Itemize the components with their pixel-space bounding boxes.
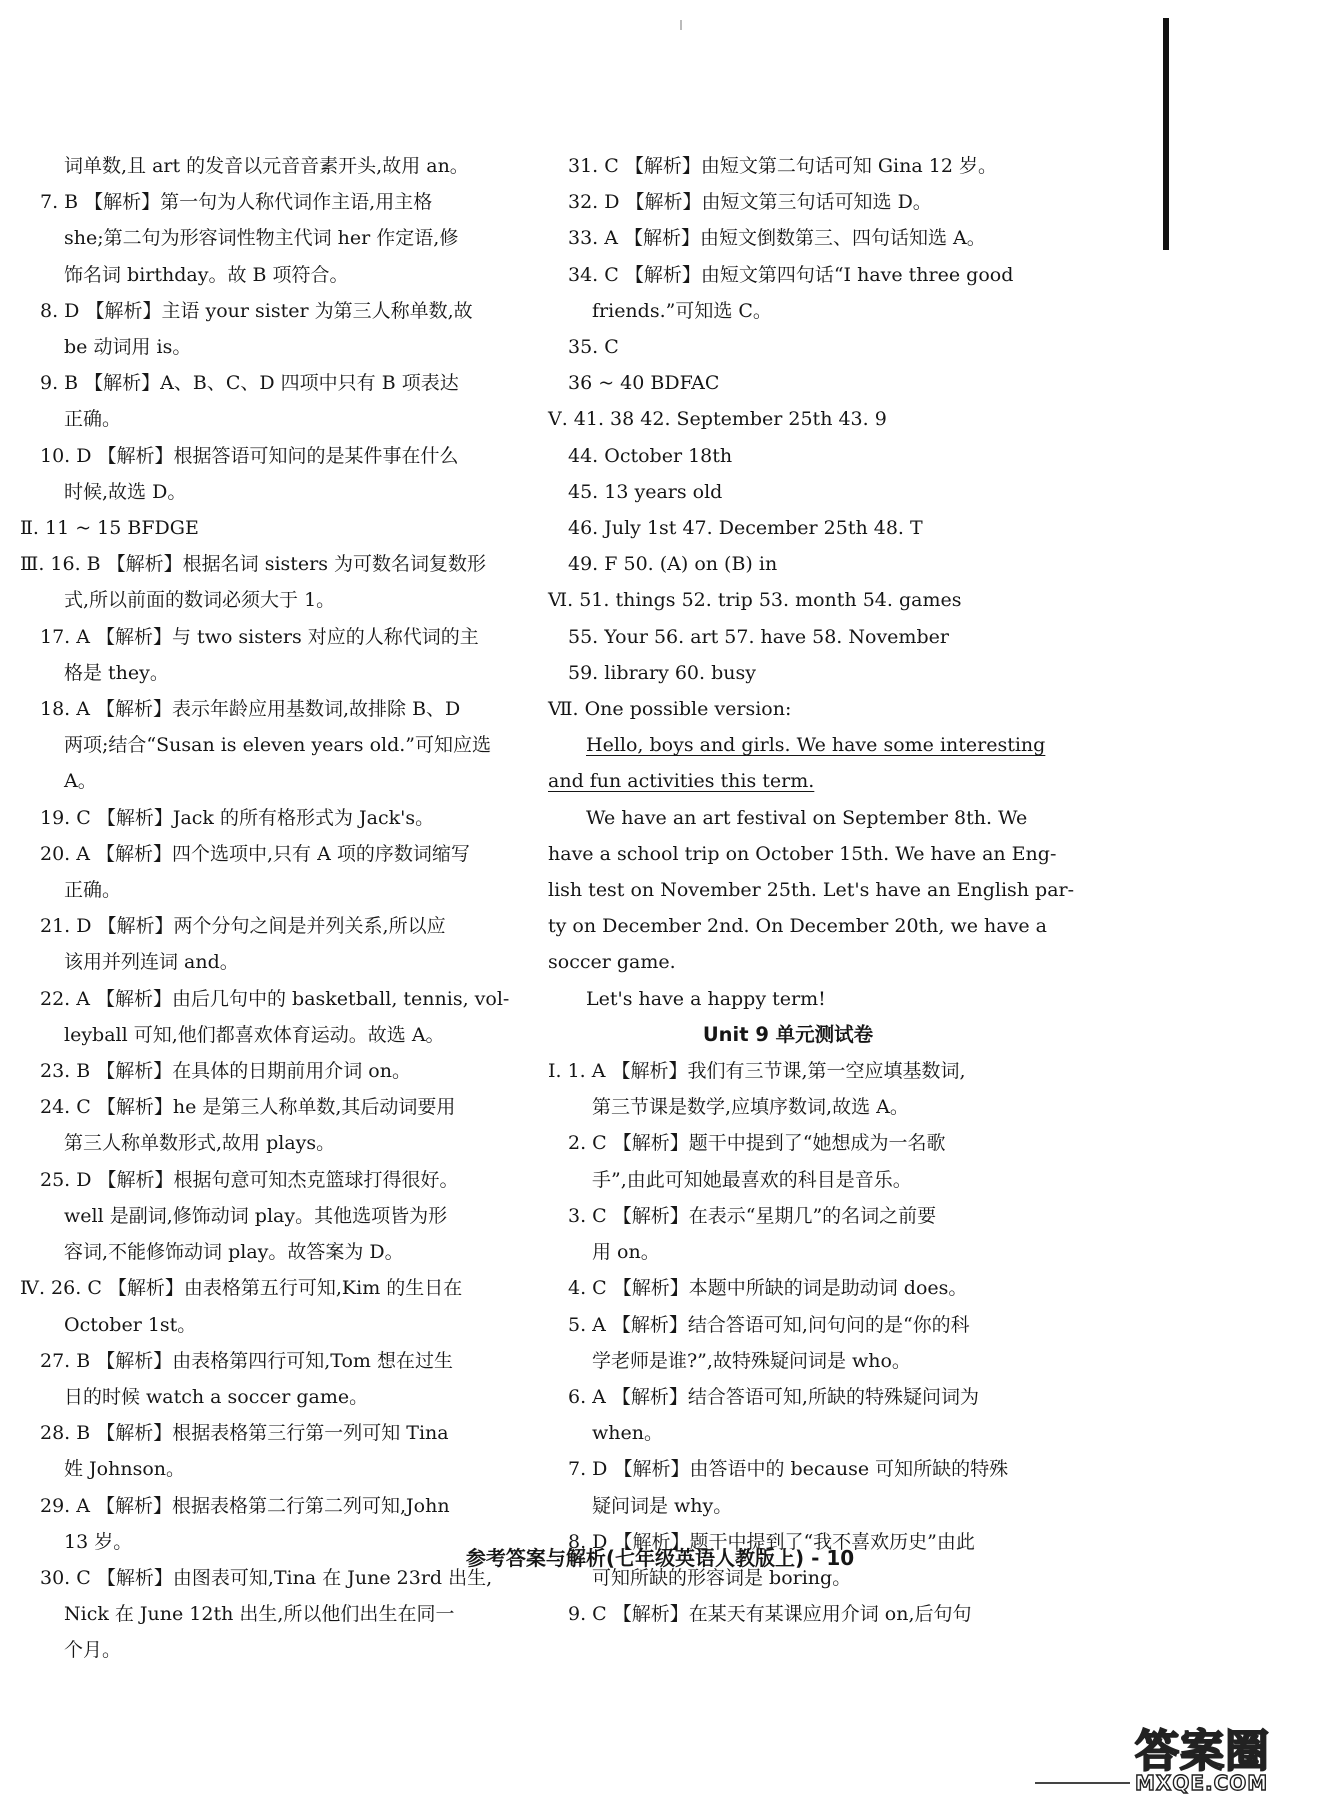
answer-line: when。 xyxy=(592,1422,663,1445)
answer-line: 7. D 【解析】由答语中的 because 可知所缺的特殊 xyxy=(568,1458,1009,1481)
answer-line: 21. D 【解析】两个分句之间是并列关系,所以应 xyxy=(40,915,446,938)
answer-line: friends.”可知选 C。 xyxy=(592,299,772,322)
answer-line: 9. C 【解析】在某天有某课应用介词 on,后句句 xyxy=(568,1603,972,1626)
watermark-title: 答案圈 xyxy=(1135,1726,1270,1777)
watermark-logo xyxy=(1135,1715,1315,1795)
answer-line: 49. F 50. (A) on (B) in xyxy=(568,553,778,576)
answer-line: leyball 可知,他们都喜欢体育运动。故选 A。 xyxy=(64,1023,445,1046)
answer-line: 疑问词是 why。 xyxy=(592,1494,733,1517)
answer-line: 9. B 【解析】A、B、C、D 四项中只有 B 项表达 xyxy=(40,372,459,395)
answer-line: Ⅰ. 1. A 【解析】我们有三节课,第一空应填基数词, xyxy=(548,1060,966,1083)
answer-line: 20. A 【解析】四个选项中,只有 A 项的序数词缩写 xyxy=(40,842,470,865)
answer-line: Ⅵ. 51. things 52. trip 53. month 54. games xyxy=(548,589,962,612)
answer-line: 学老师是谁?”,故特殊疑问词是 who。 xyxy=(592,1349,911,1372)
watermark-url: MXQE.COM xyxy=(1135,1771,1269,1795)
answer-line: 25. D 【解析】根据句意可知杰克篮球打得很好。 xyxy=(40,1168,459,1191)
answer-line: 格是 they。 xyxy=(64,661,169,684)
answer-line: Hello, boys and girls. We have some interesting xyxy=(586,734,1046,757)
answer-line: 24. C 【解析】he 是第三人称单数,其后动词要用 xyxy=(40,1096,456,1119)
answer-line: 45. 13 years old xyxy=(568,480,723,503)
answer-line: 19. C 【解析】Jack 的所有格形式为 Jack's。 xyxy=(40,806,435,829)
answer-line: 30. C 【解析】由图表可知,Tina 在 June 23rd 出生, xyxy=(40,1566,493,1589)
answer-line: 4. C 【解析】本题中所缺的词是助动词 does。 xyxy=(568,1277,968,1300)
answer-line: 32. D 【解析】由短文第三句话可知选 D。 xyxy=(568,191,932,214)
answer-line: 时候,故选 D。 xyxy=(64,480,187,503)
answer-line: 13 岁。 xyxy=(64,1530,133,1553)
answer-line: A。 xyxy=(64,770,97,793)
answer-line: 22. A 【解析】由后几句中的 basketball, tennis, vol- xyxy=(40,987,510,1010)
footer-rule xyxy=(1035,1782,1130,1784)
answer-line: October 1st。 xyxy=(64,1313,197,1336)
answer-line: 59. library 60. busy xyxy=(568,661,756,684)
answer-line: soccer game. xyxy=(548,951,676,974)
answer-line: 第三节课是数学,应填序数词,故选 A。 xyxy=(592,1096,909,1119)
answer-line: 35. C xyxy=(568,336,619,359)
answer-line: 55. Your 56. art 57. have 58. November xyxy=(568,625,949,648)
answer-line: be 动词用 is。 xyxy=(64,336,192,359)
answer-line: 词单数,且 art 的发音以元音音素开头,故用 an。 xyxy=(64,155,469,177)
answer-line: Ⅱ. 11 ~ 15 BFDGE xyxy=(20,517,199,540)
answer-line: 18. A 【解析】表示年龄应用基数词,故排除 B、D xyxy=(40,698,461,721)
answer-line: she;第二句为形容词性物主代词 her 作定语,修 xyxy=(64,227,459,250)
page-edge-bar xyxy=(1163,18,1169,250)
answer-line: 用 on。 xyxy=(592,1241,660,1264)
answer-line: Nick 在 June 12th 出生,所以他们出生在同一 xyxy=(64,1603,455,1626)
answer-line: 容词,不能修饰动词 play。故答案为 D。 xyxy=(64,1241,404,1264)
answer-line: ty on December 2nd. On December 20th, we have a xyxy=(548,915,1047,938)
page-footer: 参考答案与解析(七年级英语人教版上) - 10 xyxy=(465,1546,855,1570)
answer-line: 2. C 【解析】题干中提到了“她想成为一名歌 xyxy=(568,1132,946,1155)
answer-line: and fun activities this term. xyxy=(548,770,815,793)
answer-line: 46. July 1st 47. December 25th 48. T xyxy=(568,517,923,540)
answer-line: 8. D 【解析】题干中提到了“我不喜欢历史”由此 xyxy=(568,1530,975,1553)
answer-line: 正确。 xyxy=(64,408,122,431)
answer-line: Ⅲ. 16. B 【解析】根据名词 sisters 为可数名词复数形 xyxy=(20,553,487,576)
answer-line: 第三人称单数形式,故用 plays。 xyxy=(64,1132,336,1155)
answer-line: 23. B 【解析】在具体的日期前用介词 on。 xyxy=(40,1060,411,1083)
answer-line: We have an art festival on September 8th. We xyxy=(586,806,1028,829)
answer-line: have a school trip on October 15th. We have an Eng- xyxy=(548,842,1057,865)
answer-line: Ⅴ. 41. 38 42. September 25th 43. 9 xyxy=(548,408,887,431)
answer-line: Ⅳ. 26. C 【解析】由表格第五行可知,Kim 的生日在 xyxy=(20,1277,463,1300)
answer-line: 式,所以前面的数词必须大于 1。 xyxy=(64,589,336,612)
answer-line: 7. B 【解析】第一句为人称代词作主语,用主格 xyxy=(40,191,433,214)
answer-line: 正确。 xyxy=(64,879,122,902)
answer-line: 手”,由此可知她最喜欢的科目是音乐。 xyxy=(592,1168,912,1191)
answer-line: 个月。 xyxy=(64,1639,122,1662)
essay-body xyxy=(548,800,1075,1017)
answer-line: 5. A 【解析】结合答语可知,问句问的是“你的科 xyxy=(568,1313,970,1336)
scan-mark xyxy=(680,20,682,30)
answer-line: 44. October 18th xyxy=(568,444,733,467)
left-column xyxy=(20,148,510,1669)
answer-line: 34. C 【解析】由短文第四句话“I have three good xyxy=(568,263,1014,286)
answer-line: 10. D 【解析】根据答语可知问的是某件事在什么 xyxy=(40,444,459,467)
answer-line: lish test on November 25th. Let's have an English par- xyxy=(548,879,1075,902)
answer-line: 6. A 【解析】结合答语可知,所缺的特殊疑问词为 xyxy=(568,1385,979,1408)
answer-line: 33. A 【解析】由短文倒数第三、四句话知选 A。 xyxy=(568,227,986,250)
answer-line: 可知所缺的形容词是 boring。 xyxy=(592,1566,852,1589)
answer-line: 该用并列连词 and。 xyxy=(64,951,239,974)
answer-line: 姓 Johnson。 xyxy=(64,1458,185,1481)
answer-line: 28. B 【解析】根据表格第三行第一列可知 Tina xyxy=(40,1422,449,1445)
answer-line: Let's have a happy term! xyxy=(586,987,826,1010)
answer-line: 27. B 【解析】由表格第四行可知,Tom 想在过生 xyxy=(40,1349,453,1372)
answer-line: 36 ~ 40 BDFAC xyxy=(568,372,720,395)
answer-line: 17. A 【解析】与 two sisters 对应的人称代词的主 xyxy=(40,625,479,648)
answer-line: well 是副词,修饰动词 play。其他选项皆为形 xyxy=(64,1204,448,1227)
unit-heading: Unit 9 单元测试卷 xyxy=(702,1022,874,1046)
right-column xyxy=(548,148,1075,1632)
answer-line: 日的时候 watch a soccer game。 xyxy=(64,1385,369,1408)
answer-line: Ⅶ. One possible version: xyxy=(548,698,792,721)
answers-31-to-essay xyxy=(548,148,1028,727)
answer-line: 31. C 【解析】由短文第二句话可知 Gina 12 岁。 xyxy=(568,155,997,177)
answer-line: 3. C 【解析】在表示“星期几”的名词之前要 xyxy=(568,1204,937,1227)
essay-opening-underlined xyxy=(548,727,1046,799)
answer-line: 29. A 【解析】根据表格第二行第二列可知,John xyxy=(40,1494,450,1517)
answer-line: 饰名词 birthday。故 B 项符合。 xyxy=(64,263,349,286)
answer-line: 8. D 【解析】主语 your sister 为第三人称单数,故 xyxy=(40,299,473,322)
answer-line: 两项;结合“Susan is eleven years old.”可知应选 xyxy=(64,734,492,757)
